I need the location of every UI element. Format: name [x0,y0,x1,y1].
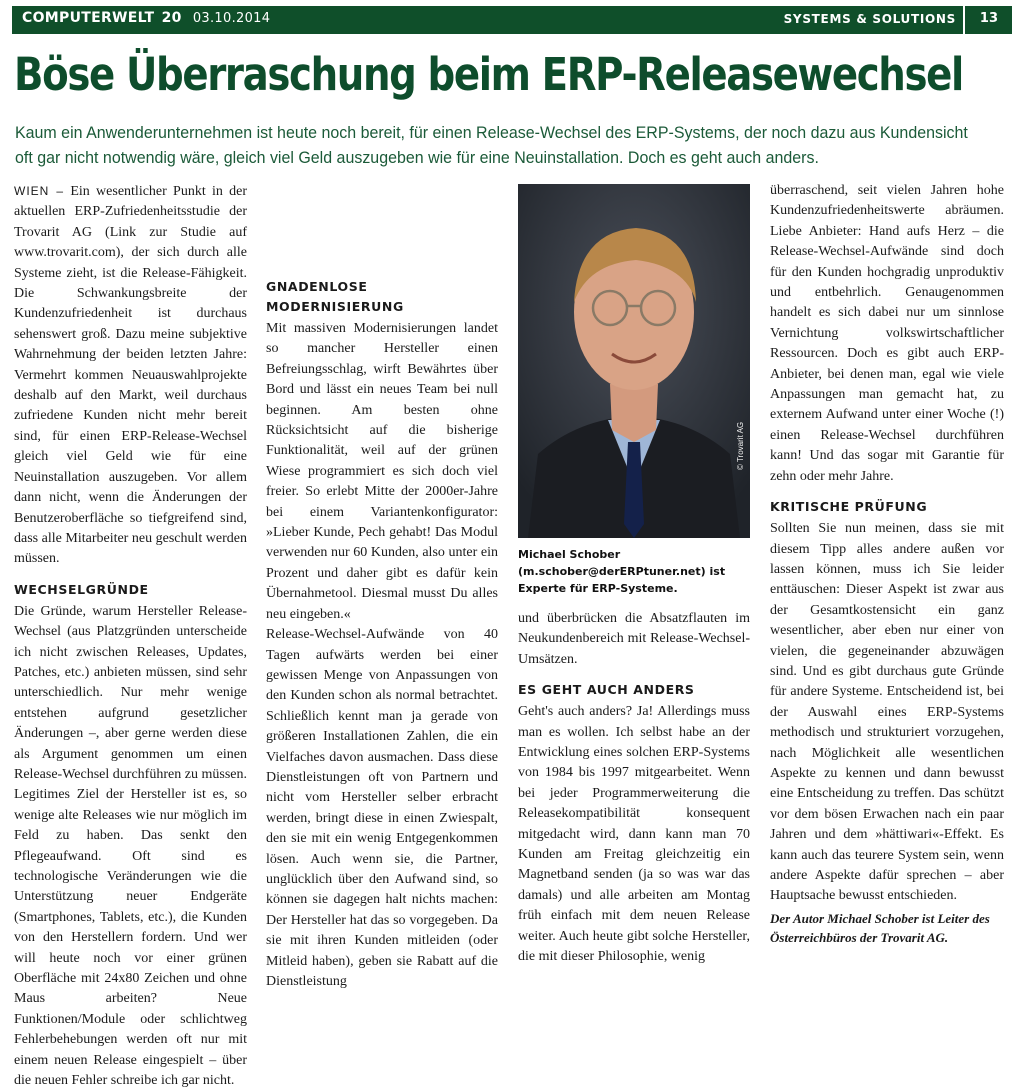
subheading: GNADENLOSE MODERNISIERUNG [266,279,404,314]
column-4 [770,181,1004,907]
paragraph [14,181,247,570]
issue-number: 20 [161,10,182,26]
publication-name: COMPUTERWELT [22,10,155,26]
subheading: WECHSELGRÜNDE [14,581,149,597]
portrait-image [518,184,750,538]
headline: Böse Überraschung beim ERP-Releasewechsel [14,48,963,101]
issue-date: 03.10.2014 [192,11,271,26]
column-1 [14,181,247,1091]
page-header-bar [12,6,1012,34]
lead-paragraph: Kaum ein Anwenderunternehmen ist heute noch bereit, für einen Release-Wechsel des ERP-Systems, der noch dazu aus Kundensicht oft gar nicht notwendig wäre, gleich viel Geld auszugeben wie für eine Neuinstallation. Doch es geht auch anders. [15,123,968,167]
author-photo [518,184,750,538]
photo-caption: Michael Schober (m.schober@derERPtuner.net) ist Experte für ERP-Systeme. [518,548,726,595]
subheading: ES GEHT AUCH ANDERS [518,682,695,698]
paragraph-text: Ein wesentlicher Punkt in der aktuellen ERP-Zufriedenheitsstudie der Trovarit AG (Link zur Studie auf www.trovarit.com), der sich durch alle Systeme zieht, ist die Release-Fähigkeit. Die Schwankungsbreite der Kundenzufriedenheit ist durchaus sehenswert groß. Dazu meine subjektive Wahrnehmung der beiden letzten Jahre: Vermehrt kommen Neuauswahlprojekte deshalb auf den Markt, weil durchaus zufriedene Kunden nicht mehr bereit sind, für einen ERP-Release-Wechsel gleich viel Geld wie für eine Neuinstallation auszugeben. Vor allem dann nicht, wenn die Änderungen der Benutzeroberfläche so tiefgreifend sind, dass alle Mitarbeiter neu geschult werden müssen. [14,184,247,567]
paragraph: Die Gründe, warum Hersteller Release-Wechsel (aus Platzgründen unterscheide ich nicht zwischen Releases, Updates, Patches, etc.) anbieten müssen, sind sehr unterschiedlich. Nur mehr wenige entstehen aufgrund gesetzlicher Änderungen –, aber gerne werden diese als Argument genommen um einen Release-Wechsel durchführen zu müssen. Legitimes Ziel der Hersteller ist es, so wenige alte Releases wie nur möglich im Feld zu haben. Das senkt den Pflegeaufwand. Oft sind es technologische Veränderungen wie die Unterstützung neuer Endgeräte (Smartphones, Tablets, etc.), die Kunden von den Herstellern fordern. Und wer will heute noch vor einer grünen Oberfläche mit 24x80 Zeichen und ohne Maus arbeiten? Neue Funktionen/Module oder schlichtweg Fehlerbehebungen werden oft nur mit einem neuen Release eingespielt – über die neuen Fehler schreibe ich gar nicht. [14,603,247,1089]
dateline: WIEN – [14,184,65,198]
paragraph: überraschend, seit vielen Jahren hohe Kundenzufriedenheitswerte abräumen. Liebe Anbieter: Hand aufs Herz – die Release-Wechsel-Aufwände sind doch für den Kunden hochgradig unproduktiv und entbehrlich. Genaugenommen handelt es sich dabei nur um sinnlose Vernichtung volkswirtschaftlicher Ressourcen. Doch es gibt auch ERP-Anbieter, bei denen man, egal wie viele Anpassungen man gemacht hat, zu externem Aufwand unter einer Woche (!) einen Release-Wechsel durchführen kann! Und das sogar mit Garantie für zehn oder mehr Jahre. [770,183,1004,484]
subheading: KRITISCHE PRÜFUNG [770,499,928,515]
paragraph: und überbrücken die Absatzflauten im Neukundenbereich mit Release-Wechsel-Umsätzen. [518,611,750,667]
photo-credit: © Trovarit AG [736,421,745,470]
page-number: 13 [979,11,998,26]
paragraph: Sollten Sie nun meinen, dass sie mit diesem Tipp alles andere außen vor lassen können, muss ich Sie leider enttäuschen: Dieser Aspekt ist zwar aus der Gesamtkostensicht ein ganz wesentlicher, aber eben nur einer von vielen, die gegeneinander abzuwägen sind. Und es gibt durchaus gute Gründe für andere Systeme. Entscheidend ist, bei der Auswahl eines ERP-Systems methodisch und strukturiert vorzugehen, nach Möglichkeit alle wesentlichen Aspekte zu kennen und dann bewusst eine Entscheidung zu treffen. Das schützt vor dem bösen Erwachen nach ein paar Jahren und dem »hättiwari«-Effekt. Es kann auch das teurere System sein, wenn andere Aspekte dafür sprechen – aber Hauptsache bewusst entschieden. [770,521,1004,904]
header-divider [963,6,965,34]
paragraph: Geht's auch anders? Ja! Allerdings muss man es wollen. Ich selbst habe an der Entwicklung eines solchen ERP-Systems von 1984 bis 1997 mitgearbeitet. Wenn bei jeder Programmerweiterung die Releasekompatibilität konsequent mitgedacht wird, dann kann man 70 Kunden am Freitag gleichzeitig ein Magnetband senden (ja so was war das damals) und alle arbeiten am Montag früh einfach mit dem neuen Release weiter. Auch heute gibt solche Hersteller, die mit dieser Philosophie, wenig [518,704,750,965]
publication-info [22,10,270,26]
column-3 [518,609,750,968]
author-note: Der Autor Michael Schober ist Leiter des Österreichbüros der Trovarit AG. [770,911,990,945]
column-2-text [266,181,498,992]
paragraph: Release-Wechsel-Aufwände von 40 Tagen aufwärts werden bei einer gewissen Menge von Anpassungen von den Kunden schon als normal betrachtet. Schließlich kennt man ja gerade von größeren Installationen Zahlen, die ein Vielfaches davon ausmachen. Dass diese Dienstleistungen oft von Partnern und nicht vom Hersteller selber erbracht werden, bringt diese in einen Zwiespalt, den sie mit ein wenig Entgegenkommen lösen. Auch wenn sie, die Partner, unglücklich über den Aufwand sind, so können sie dagegen halt nichts machen: Der Hersteller hat das so vorgegeben. Da sie mit ihren Kunden mitleiden (oder Mitleid haben), geben sie Rabatt auf die Dienstleistung [266,627,498,989]
section-name: SYSTEMS & SOLUTIONS [783,12,956,26]
paragraph: Mit massiven Modernisierungen landet so mancher Hersteller einen Befreiungsschlag, wirft Bewährtes über Bord und lässt ein neues Team bei null beginnen. Am besten ohne Rücksichtsicht auf die bisherige Funktionalität, weil auf der grünen Wiese programmiert es sich doch viel freier. So erlebt Mitte der 2000er-Jahre bei einem Variantenkonfigurator: »Lieber Kunde, Pech gehabt! Das Modul verwenden nur 60 Kunden, also unter ein Prozent und daher gibt es dafür kein Übernahmetool. Diesmal musst Du alles neu eingeben.« [266,321,498,622]
